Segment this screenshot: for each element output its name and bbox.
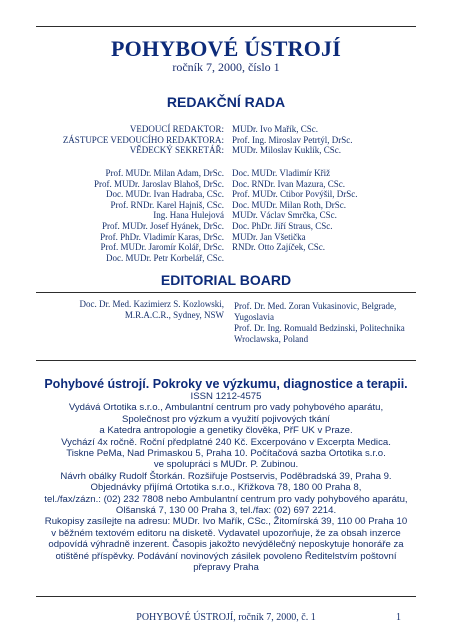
member-name: Prof. MUDr. Milan Adam, DrSc. xyxy=(105,168,224,178)
member-name: Prof. MUDr. Ctibor Povýšil, DrSc. xyxy=(232,189,358,200)
publication-line: Objednávky přijímá Ortotika s.r.o., Křižkova 78, 180 00 Praha 8, xyxy=(90,482,362,494)
top-rule xyxy=(36,26,416,27)
publication-title: Pohybové ústrojí. Pokroky ve výzkumu, diagnostice a terapii. xyxy=(44,377,408,391)
role-name: Prof. Ing. Miroslav Petrtýl, DrSc. xyxy=(232,134,353,145)
role-label: VĚDECKÝ SEKRETÁŘ: xyxy=(129,145,224,156)
redakcni-rada-heading: REDAKČNÍ RADA xyxy=(166,94,286,110)
member-name: MUDr. Jan Všetička xyxy=(232,231,306,242)
board-member-line: M.R.A.C.R., Sydney, NSW xyxy=(124,310,224,320)
publication-line: v běžném textovém editoru na disketě. Vydavatel upozorňuje, že za obsah inzerce xyxy=(51,527,401,539)
roles-list xyxy=(63,124,224,156)
editorial-board-heading: EDITORIAL BOARD xyxy=(160,272,292,288)
publication-info xyxy=(20,391,432,574)
board-member-line: Yugoslavia xyxy=(234,312,274,322)
publication-line: Vydává Ortotika s.r.o., Ambulantní centrum pro vady pohybového aparátu, xyxy=(68,402,384,414)
member-name: Doc. PhDr. Jiří Straus, CSc. xyxy=(232,220,333,231)
member-name: Prof. MUDr. Jaroslav Blahoš, DrSc. xyxy=(94,178,224,189)
publication-line: otištěné příspěvky. Podávání novinových zásilek povoleno Ředitelstvím poštovní xyxy=(55,550,397,562)
page-number: 1 xyxy=(396,612,401,623)
member-name: Doc. MUDr. Milan Roth, DrSc. xyxy=(232,199,346,210)
publication-line: Rukopisy zasílejte na adresu: MUDr. Ivo Mařík, CSc., Žitomírská 39, 110 00 Praha 10 xyxy=(44,516,408,528)
member-name: Ing. Hana Hulejová xyxy=(153,210,224,221)
editorial-board-left xyxy=(80,299,224,321)
member-name: Prof. MUDr. Josef Hyánek, DrSc. xyxy=(102,220,224,231)
publication-line: Návrh obálky Rudolf Štorkán. Rozšiřuje Postservis, Poděbradská 39, Praha 9. xyxy=(60,470,392,482)
members-left-list xyxy=(94,168,224,263)
member-name: Prof. MUDr. Jaromír Kolář, DrSc. xyxy=(100,242,224,253)
board-member-line: Prof. Dr. Ing. Romuald Bedzinski, Politechnika xyxy=(234,323,405,333)
member-name: Doc. MUDr. Petr Korbelář, CSc. xyxy=(106,252,224,263)
publication-rule xyxy=(36,360,416,361)
publication-line: Tiskne PeMa, Nad Primaskou 5, Praha 10. Počítačová sazba Ortotika s.r.o. xyxy=(66,448,386,460)
board-member-line: Prof. Dr. Med. Zoran Vukasinovic, Belgrade, xyxy=(234,301,397,311)
member-name: Prof. RNDr. Karel Hajniš, CSc. xyxy=(110,199,224,210)
editorial-board-rule xyxy=(36,292,416,293)
member-name: Prof. PhDr. Vladimír Karas, DrSc. xyxy=(100,231,224,242)
publication-line: odpovídá výhradně inzerent. Časopis jakožto nevýdělečný neposkytuje honoráře za xyxy=(48,539,404,551)
board-member-line: Wroclawska, Poland xyxy=(234,334,309,344)
role-name: MUDr. Ivo Mařík, CSc. xyxy=(232,124,318,134)
editorial-board-right xyxy=(234,301,405,345)
bottom-rule xyxy=(36,596,416,597)
role-label: ZÁSTUPCE VEDOUCÍHO REDAKTORA: xyxy=(62,134,224,145)
publication-line: ve spolupráci s MUDr. P. Zubinou. xyxy=(153,459,299,471)
publication-line: Společnost pro výzkum a využití pojivových tkání xyxy=(122,413,330,425)
member-name: Doc. MUDr. Ivan Hadraba, CSc. xyxy=(106,189,224,200)
member-name: RNDr. Otto Zajíček, CSc. xyxy=(232,242,325,253)
members-right-list xyxy=(232,168,358,253)
publication-line: přepravy Praha xyxy=(193,562,259,574)
publication-line: tel./fax/zázn.: (02) 232 7808 nebo Ambulantní centrum pro vady pohybového aparátu, xyxy=(44,493,408,505)
role-names-list xyxy=(232,124,353,156)
publication-line: Olšanská 7, 130 00 Praha 3, tel./fax: (02) 697 2214. xyxy=(115,505,337,517)
running-footer: POHYBOVÉ ÚSTROJÍ, ročník 7, 2000, č. 1 xyxy=(136,612,316,623)
publication-line: ISSN 1212-4575 xyxy=(190,391,262,402)
role-label: VEDOUCÍ REDAKTOR: xyxy=(129,124,224,134)
member-name: Doc. RNDr. Ivan Mazura, CSc. xyxy=(232,178,345,189)
publication-line: Vychází 4x ročně. Roční předplatné 240 Kč. Excerpováno v Excerpta Medica. xyxy=(61,436,391,448)
member-name: MUDr. Václav Smrčka, CSc. xyxy=(232,210,337,221)
member-name: Doc. MUDr. Vladimír Křiž xyxy=(232,168,331,178)
role-name: MUDr. Miloslav Kuklík, CSc. xyxy=(232,145,342,156)
board-member-line: Doc. Dr. Med. Kazimierz S. Kozlowski, xyxy=(79,299,224,309)
publication-line: a Katedra antropologie a genetiky člověka, PřF UK v Praze. xyxy=(99,425,353,437)
journal-title: POHYBOVÉ ÚSTROJÍ xyxy=(111,36,341,61)
issue-subtitle: ročník 7, 2000, číslo 1 xyxy=(172,60,280,74)
